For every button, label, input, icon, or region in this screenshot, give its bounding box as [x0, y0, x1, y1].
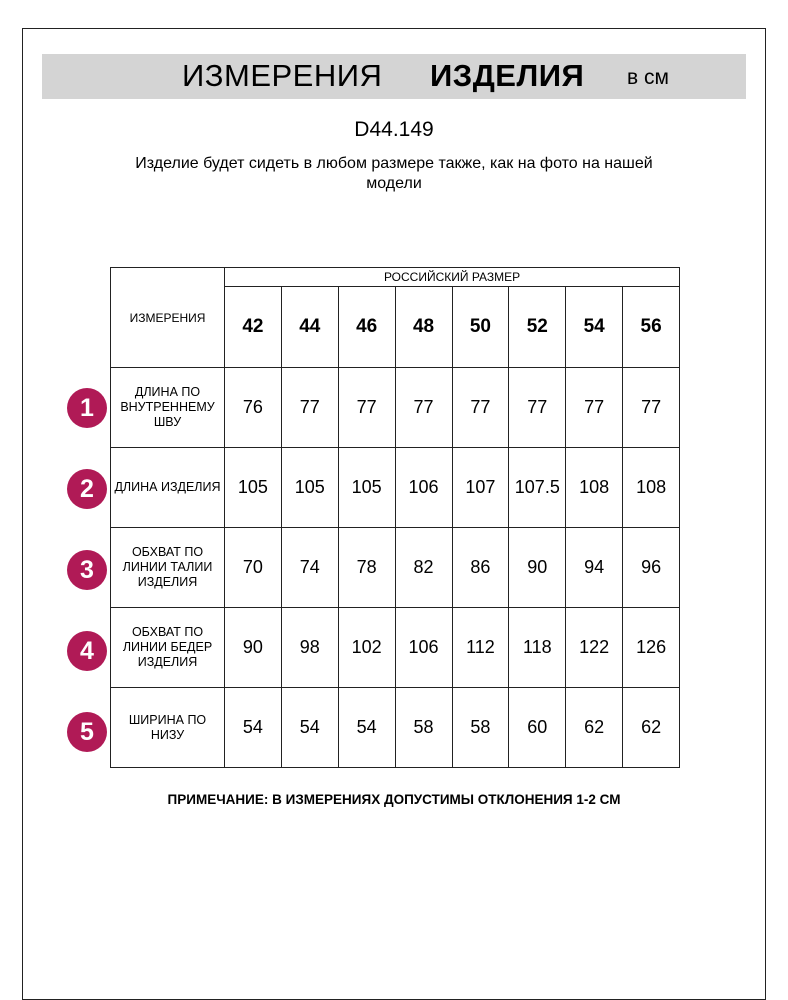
measurement-label: ОБХВАТ ПО ЛИНИИ ТАЛИИ ИЗДЕЛИЯ	[111, 528, 225, 608]
table-cell: 86	[452, 528, 509, 608]
title-part-1: ИЗМЕРЕНИЯ	[182, 58, 383, 93]
table-cell: 62	[566, 688, 623, 768]
size-header-cell: 48	[395, 287, 452, 368]
table-cell: 78	[338, 528, 395, 608]
table-cell: 77	[509, 368, 566, 448]
table-cell: 62	[623, 688, 680, 768]
row-number-badge: 4	[67, 631, 107, 671]
table-cell: 107.5	[509, 448, 566, 528]
table-cell: 54	[225, 688, 282, 768]
table-row	[111, 528, 680, 608]
size-header-cell: 56	[623, 287, 680, 368]
table-header-row-1	[111, 268, 680, 287]
table-cell: 77	[566, 368, 623, 448]
table-cell: 58	[395, 688, 452, 768]
title-part-2: ИЗДЕЛИЯ	[430, 58, 585, 93]
table-row	[111, 688, 680, 768]
table-cell: 70	[225, 528, 282, 608]
table-row	[111, 368, 680, 448]
table-cell: 107	[452, 448, 509, 528]
table-cell: 112	[452, 608, 509, 688]
table-cell: 106	[395, 448, 452, 528]
table-cell: 76	[225, 368, 282, 448]
table-cell: 102	[338, 608, 395, 688]
measurement-label: ОБХВАТ ПО ЛИНИИ БЕДЕР ИЗДЕЛИЯ	[111, 608, 225, 688]
measurement-label: ДЛИНА ПО ВНУТРЕННЕМУ ШВУ	[111, 368, 225, 448]
table-cell: 77	[338, 368, 395, 448]
table-cell: 82	[395, 528, 452, 608]
table-cell: 54	[338, 688, 395, 768]
size-header-cell: 52	[509, 287, 566, 368]
table-cell: 126	[623, 608, 680, 688]
table-cell: 90	[225, 608, 282, 688]
table-cell: 106	[395, 608, 452, 688]
size-table	[110, 267, 680, 768]
table-cell: 74	[281, 528, 338, 608]
measurement-label: ШИРИНА ПО НИЗУ	[111, 688, 225, 768]
size-group-header: РОССИЙСКИЙ РАЗМЕР	[225, 268, 680, 287]
table-cell: 96	[623, 528, 680, 608]
measurement-label: ДЛИНА ИЗДЕЛИЯ	[111, 448, 225, 528]
row-number-badge: 5	[67, 712, 107, 752]
size-header-cell: 46	[338, 287, 395, 368]
table-cell: 105	[225, 448, 282, 528]
table-cell: 118	[509, 608, 566, 688]
table-cell: 108	[566, 448, 623, 528]
row-number-badge: 1	[67, 388, 107, 428]
table-cell: 108	[623, 448, 680, 528]
product-code: D44.149	[354, 118, 434, 141]
size-header-cell: 44	[281, 287, 338, 368]
table-row	[111, 608, 680, 688]
row-number-badge: 2	[67, 469, 107, 509]
bottom-note: ПРИМЕЧАНИЕ: В ИЗМЕРЕНИЯХ ДОПУСТИМЫ ОТКЛОНЕНИЯ 1-2 СМ	[167, 792, 621, 807]
table-cell: 60	[509, 688, 566, 768]
table-cell: 77	[623, 368, 680, 448]
table-cell: 77	[281, 368, 338, 448]
table-cell: 77	[452, 368, 509, 448]
table-cell: 98	[281, 608, 338, 688]
size-header-cell: 42	[225, 287, 282, 368]
table-cell: 122	[566, 608, 623, 688]
table-cell: 54	[281, 688, 338, 768]
table-row	[111, 448, 680, 528]
table-cell: 77	[395, 368, 452, 448]
size-header-cell: 54	[566, 287, 623, 368]
row-number-badge: 3	[67, 550, 107, 590]
table-cell: 105	[338, 448, 395, 528]
table-cell: 105	[281, 448, 338, 528]
measure-header: ИЗМЕРЕНИЯ	[111, 268, 225, 368]
table-cell: 94	[566, 528, 623, 608]
size-header-cell: 50	[452, 287, 509, 368]
table-cell: 58	[452, 688, 509, 768]
title-units: в см	[627, 66, 669, 89]
table-cell: 90	[509, 528, 566, 608]
fit-note: Изделие будет сидеть в любом размере также, как на фото на нашей модели	[135, 155, 653, 192]
